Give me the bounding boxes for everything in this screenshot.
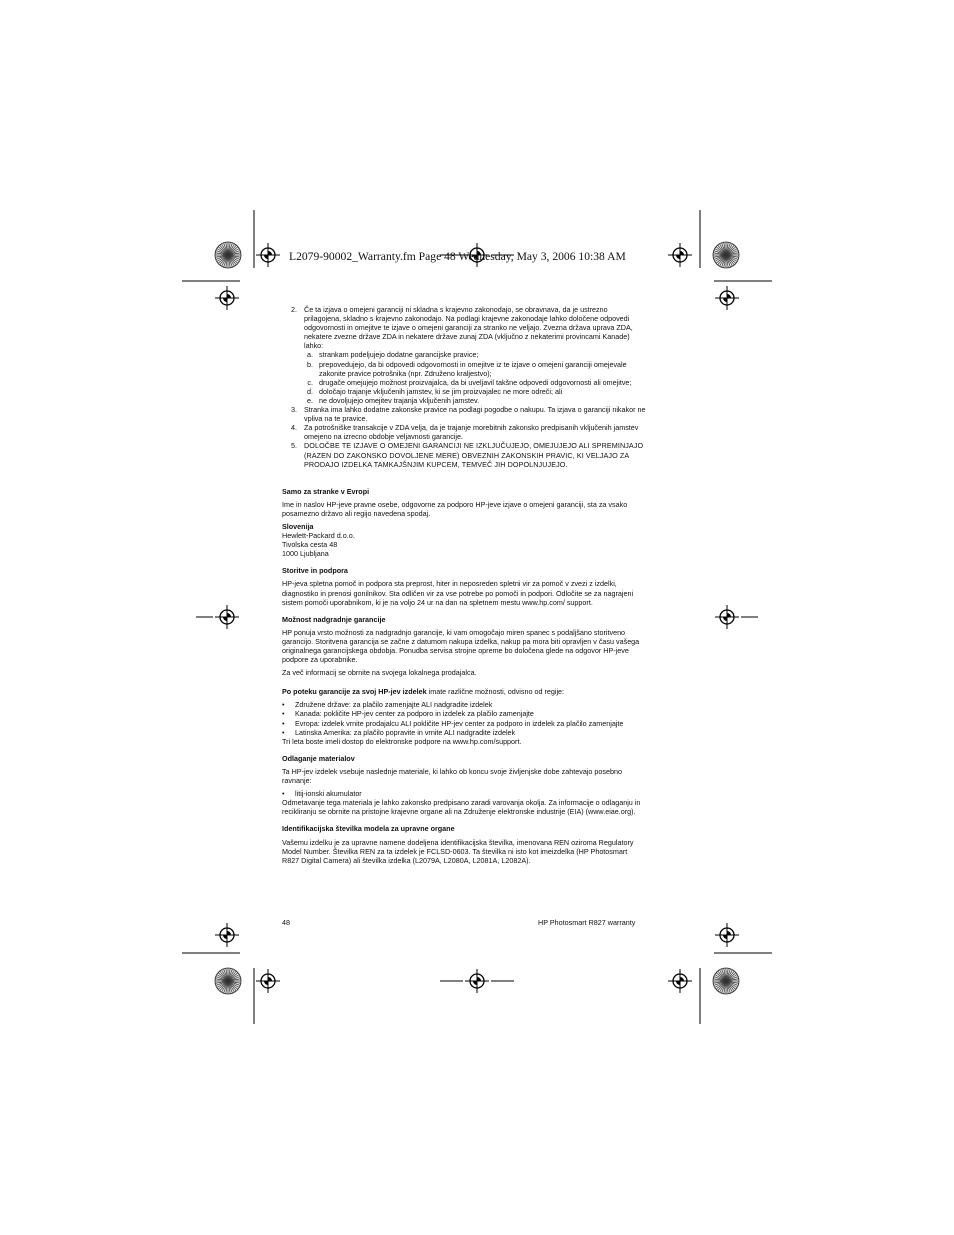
slug-line: L2079-90002_Warranty.fm Page 48 Wednesday, May 3, 2006 10:38 AM [289, 250, 626, 263]
region-lead-bold: Po poteku garancije za svoj HP-jev izdelek [282, 687, 427, 697]
list-number: 3. [291, 405, 297, 415]
support-text: HP-jeva spletna pomoč in podpora sta preprost, hiter in neposreden spletni vir za pomoč v zvezi z izdelki, diagnostiko in prenosi gonilnikov. Sta odličen vir za vse potrebe po pomoči in podpori. Odločite se za nagrajeni sistem pomoči uporabnikom, ki je na voljo 24 ur na dan na spletnem mestu www.hp.com/ support. [282, 579, 634, 607]
list-item [282, 700, 646, 709]
registration-fill [676, 251, 684, 259]
sub-list-letter: d. [307, 386, 313, 396]
list-text: DOLOČBE TE IZJAVE O OMEJENI GARANCIJI NE IZKLJUČUJEJO, OMEJUJEJO ALI SPREMINJAJO (RAZEN DO ZAKONSKO DOVOLJENE MERE) OBVEZNIH ZAKONSKIH PRAVIC, KI VELJAJO ZA PRODAJO IZDELKA TAMKAJŠNJIM KUPCEM, TEMVEČ JIH DOPOLNJUJEJO. [304, 441, 644, 469]
bullet-mark: • [282, 727, 285, 737]
upgrade-contact-text: Za več informacij se obrnite na svojega lokalnega prodajalca. [282, 668, 477, 678]
list-item [282, 423, 646, 441]
sub-list-letter: c. [307, 377, 313, 387]
sub-list-text: strankam podeljujejo dodatne garancijske pravice; [319, 350, 479, 360]
upgrade-text: HP ponuja vrsto možnosti za nadgradnjo garancije, ki vam omogočajo miren spanec s podaljšano storitveno garancijo. Storitvena garancija se začne z datumom nakupa izdelka, nakup pa mora biti opravljen v času vašega originalnega garancijskega obdobja. Ponudba servisa strojne opreme bo določena glede na odgovor HP-jeve podpore za uporabnike. [282, 627, 640, 665]
numbered-list [282, 305, 646, 469]
section-heading-disposal: Odlaganje materialov [282, 753, 355, 763]
list-number: 4. [291, 423, 297, 433]
registration-fill [723, 931, 731, 939]
sub-list-item [304, 350, 646, 359]
registration-fill [223, 931, 231, 939]
section-heading-support: Storitve in podpora [282, 566, 348, 576]
list-number: 2. [291, 305, 297, 314]
list-text: Za potrošniške transakcije v ZDA velja, da je trajanje morebitnih zakonsko predpisanih vključenih jamstev omejeno na izrecno obdobje veljavnosti garancije. [304, 423, 639, 442]
bullet-mark: • [282, 789, 285, 799]
page-number: 48 [282, 918, 290, 927]
sub-list-text: prepovedujejo, da bi odpovedi odgovornosti in omejitve iz te izjave o omejeni garanciji omejevale zakonite pravice potrošnika (npr. Združeno kraljestvo); [319, 359, 627, 378]
bullet-mark: • [282, 718, 285, 728]
section-heading-upgrade: Možnost nadgradnje garancije [282, 614, 386, 624]
address-company: Hewlett-Packard d.o.o. [282, 531, 355, 541]
bullet-text: Združene države: za plačilo zamenjajte ALI nadgradite izdelek [295, 700, 493, 710]
bullet-text: Latinska Amerika: za plačilo popravite in vrnite ALI nadgradite izdelek [295, 727, 516, 737]
bullet-mark: • [282, 700, 285, 710]
list-item [282, 305, 646, 405]
list-item [282, 405, 646, 423]
registration-fill [473, 977, 481, 985]
registration-fill [723, 294, 731, 302]
sub-list-text: določajo trajanje vključenih jamstev, ki se jim proizvajalec ne more odreči; ali [319, 386, 563, 396]
list-item [282, 441, 646, 468]
region-lead-rest: imate različne možnosti, odvisno od regije: [426, 687, 565, 697]
region-closing: Tri leta boste imeli dostop do elektronske podpore na www.hp.com/support. [282, 736, 522, 746]
sub-list-text: ne dovoljujejo omejitev trajanja vključenih jamstev. [319, 395, 480, 405]
registration-fill [264, 251, 272, 259]
sub-list-item [304, 360, 646, 378]
sub-list-item [304, 396, 646, 405]
disposal-text-2: Odmetavanje tega materiala je lahko zakonsko predpisano zaradi varovanja okolja. Za informacije o odlaganju in recikliranju se obrnite na pristojne krajevne organe ali na Združenje elektronske industrije (EIA) (www.eiae.org). [282, 798, 641, 817]
address-block [282, 522, 646, 558]
europe-intro: Ime in naslov HP-jeve pravne osebe, odgovorne za podporo HP-jeve izjave o omejeni garanciji, sta za vsako posamezno državo ali regijo navedena spodaj. [282, 499, 628, 518]
bullet-text: Kanada: pokličite HP-jev center za podporo in izdelek za plačilo zamenjajte [295, 709, 534, 719]
registration-fill [676, 977, 684, 985]
document-body [282, 305, 646, 869]
section-heading-regulatory: Identifikacijska številka modela za upravne organe [282, 824, 455, 834]
section-heading-europe: Samo za stranke v Evropi [282, 486, 370, 496]
address-country: Slovenija [282, 521, 314, 531]
footer-product: HP Photosmart R827 warranty [538, 918, 636, 927]
sub-list-letter: e. [307, 395, 313, 405]
list-item [282, 719, 646, 728]
sub-list-text: drugače omejujejo možnost proizvajalca, da bi uveljavil takšne odpovedi odgovornosti ali omejitve; [319, 377, 632, 387]
address-street: Tivolska cesta 48 [282, 540, 338, 550]
sub-list-letter: a. [307, 350, 313, 360]
list-number: 5. [291, 441, 297, 451]
region-bullet-list [282, 700, 646, 736]
sub-list-letter: b. [307, 359, 313, 369]
registration-fill [223, 613, 231, 621]
registration-fill [264, 977, 272, 985]
bullet-text: litij-ionski akumulator [295, 789, 362, 799]
list-text: Stranka ima lahko dodatne zakonske pravice na podlagi pogodbe o nakupu. Ta izjava o garanciji nikakor ne vpliva na te pravice. [304, 405, 646, 424]
sub-list-item [304, 387, 646, 396]
sub-list-item [304, 378, 646, 387]
region-lead [282, 687, 646, 696]
list-item [282, 728, 646, 737]
bullet-mark: • [282, 709, 285, 719]
disposal-text: Ta HP-jev izdelek vsebuje naslednje materiale, ki lahko ob koncu svoje življenjske dobe zahtevajo posebno ravnanje: [282, 766, 623, 786]
bullet-text: Evropa: izdelek vrnite prodajalcu ALI pokličite HP-jev center za podporo in izdelek za plačilo zamenjajte [295, 718, 624, 728]
list-item [282, 709, 646, 718]
address-city: 1000 Ljubljana [282, 549, 329, 559]
list-item [282, 789, 646, 798]
registration-fill [723, 613, 731, 621]
regulatory-text: Vašemu izdelku je za upravne namene dodeljena identifikacijska številka, imenovana REN oziroma Regulatory Model Number. Številka REN za ta izdelek je FCLSD-0603. Ta številka ni isto kot imeizdelka (HP Photosmart R827 Digital Camera) ali številka izdelka (L2079A, L2080A, L2081A, L2082A). [282, 837, 634, 865]
list-text: Če ta izjava o omejeni garanciji ni skladna s krajevno zakonodajo, se obravnava, da je ustrezno prilagojena, skladno s krajevno zakonodajo. Na podlagi krajevne zakonodaje lahko določene odpovedi odgovornosti in omejitve te izjave o omejeni garanciji za stranko ne veljajo. Zvezna država uprava ZDA, nekatere zvezne države ZDA in nekatere države zunaj ZDA (vključno z nekaterimi provincami Kanade) lahko: [304, 305, 633, 351]
registration-fill [223, 294, 231, 302]
